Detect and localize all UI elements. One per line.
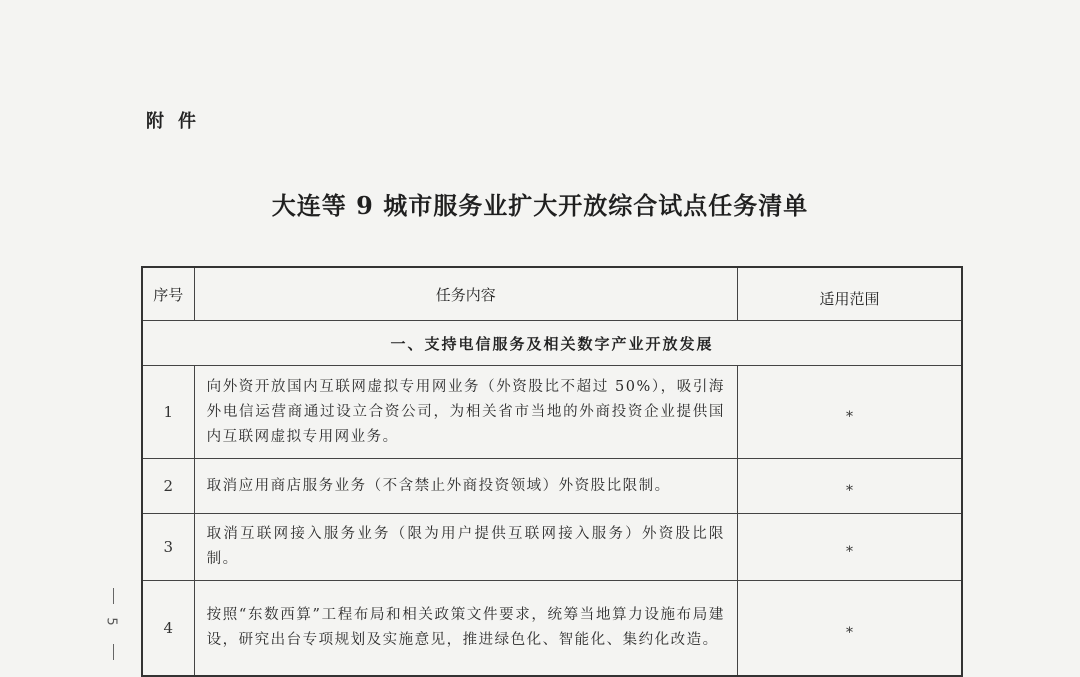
row-content: 向外资开放国内互联网虚拟专用网业务（外资股比不超过 50%），吸引海外电信运营商通过设立合资公司，为相关省市当地的外商投资企业提供国内互联网虚拟专用网业务。 (194, 366, 737, 459)
row-scope: * (737, 514, 962, 581)
row-scope: * (737, 366, 962, 459)
table-row (142, 514, 962, 581)
row-content: 取消应用商店服务业务（不含禁止外商投资领域）外资股比限制。 (194, 459, 737, 514)
attachment-label: 附件 (146, 111, 210, 132)
table-header-row (142, 267, 962, 321)
table-row (142, 459, 962, 514)
row-content: 取消互联网接入服务业务（限为用户提供互联网接入服务）外资股比限制。 (194, 514, 737, 581)
section-row (142, 321, 962, 366)
page-number-value: 5 (103, 617, 119, 626)
row-number: 1 (142, 366, 194, 459)
task-table (141, 266, 963, 677)
row-number: 3 (142, 514, 194, 581)
row-content: 按照“东数西算”工程布局和相关政策文件要求，统筹当地算力设施布局建设，研究出台专项规划及实施意见，推进绿色化、智能化、集约化改造。 (194, 581, 737, 677)
table-row (142, 581, 962, 677)
section-title: 一、支持电信服务及相关数字产业开放发展 (142, 321, 962, 366)
document-title: 大连等 9 城市服务业扩大开放综合试点任务清单 (271, 191, 809, 220)
page-number-dash-bottom (113, 644, 114, 660)
page-number (104, 588, 124, 660)
row-number: 4 (142, 581, 194, 677)
page-number-dash-top (113, 588, 114, 604)
header-content: 任务内容 (194, 267, 737, 321)
header-no: 序号 (142, 267, 194, 321)
table-row (142, 366, 962, 459)
row-number: 2 (142, 459, 194, 514)
row-scope: * (737, 581, 962, 677)
row-scope: * (737, 459, 962, 514)
header-scope: 适用范围 (737, 267, 962, 321)
